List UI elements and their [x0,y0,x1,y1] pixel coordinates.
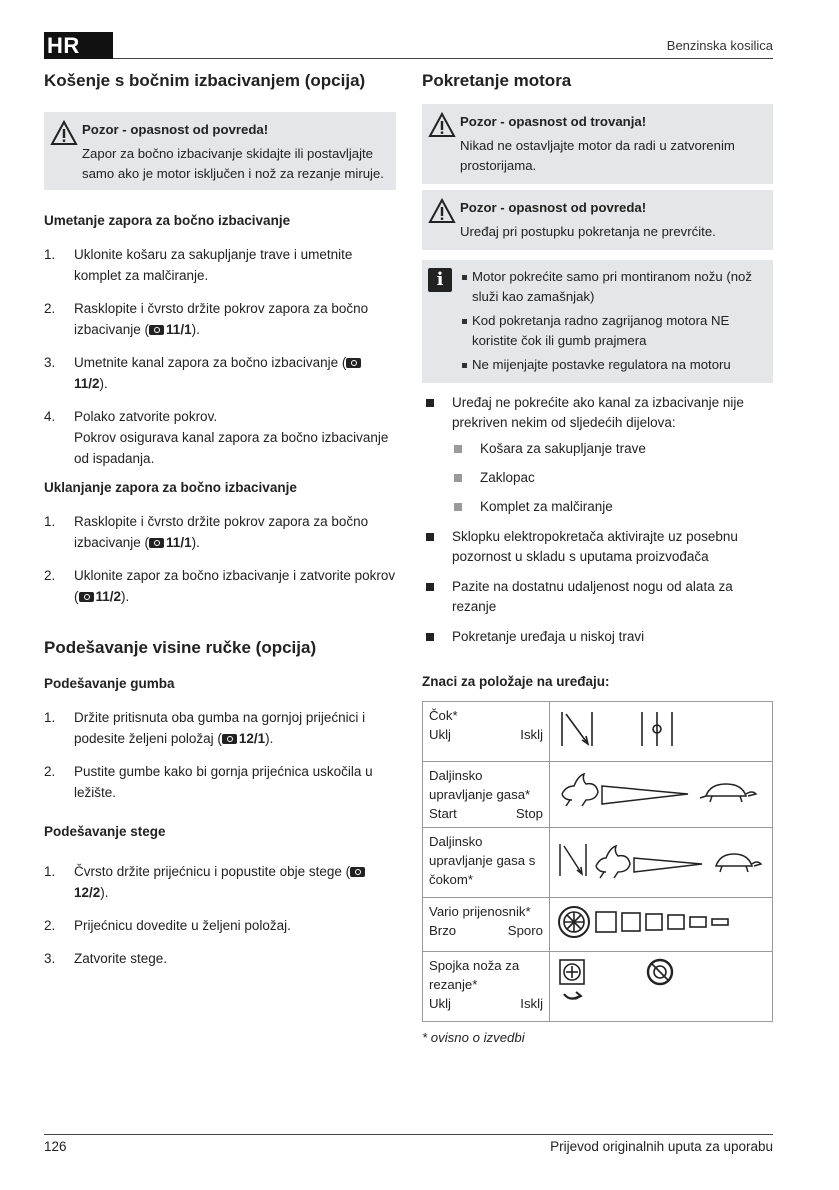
list-item: Zaklopac [452,468,773,488]
list-item: Pokretanje uređaja u niskoj travi [422,627,773,647]
table-row: Spojka noža za rezanje* Uklj Isklj [423,952,773,1022]
footnote: * ovisno o izvedbi [422,1030,525,1045]
list-item: Pazite na dostatnu udaljenost nogu od alata za rezanje [422,577,773,617]
camera-icon [149,325,164,335]
symbols-heading: Znaci za položaje na uređaju: [422,674,610,689]
remove-heading: Uklanjanje zapora za bočno izbacivanje [44,480,297,495]
list-item: 1. Uklonite košaru za sakupljanje trave i umetnite komplet za malčiranje. [44,247,353,283]
figure-ref: 11/1 [166,535,192,550]
camera-icon [79,592,94,602]
camera-icon [149,538,164,548]
list-item: 3. Umetnite kanal zapora za bočno izbacivanje (11/2). [44,352,396,394]
camera-icon [346,358,361,368]
throttle-icon [556,766,766,816]
list-item: 2. Pustite gumbe kako bi gornja prijećnica uskočila u ležište. [44,764,373,800]
warning-icon [428,112,456,138]
list-item: 3. Zatvorite stege. [44,951,168,966]
list-item: Uređaj ne pokrećite ako kanal za izbacivanje nije prekriven nekim od sljedećih dijelova: Košara za sakupljanje trave Zaklopac Komplet za malčiranje [422,393,773,517]
info-box [422,260,773,383]
warning-text: Nikad ne ostavljajte motor da radi u zatvorenim prostorijama. [460,138,735,173]
warning-text: Uređaj pri postupku pokretanja ne prevrćite. [460,224,716,239]
throttle-choke-icon [556,832,766,888]
list-item: 1. Držite pritisnuta oba gumba na gornjoj prijećnici i podesite željeni položaj ( 12/1). [44,710,366,746]
list-item: 1. Čvrsto držite prijećnicu i popustite obje stege (12/2). [44,861,396,903]
injury-warning-box [44,112,396,190]
insert-steps [44,244,396,469]
list-item: 4. Polako zatvorite pokrov. Pokrov osigurava kanal zapora za bočno izbacivanje od ispadanja. [44,409,389,466]
camera-icon [222,734,237,744]
remove-steps [44,511,396,607]
camera-icon [350,867,365,877]
right-column [422,68,773,1045]
clamp-adjust-heading: Podešavanje stege [44,824,166,839]
header-rule [113,58,773,59]
language-badge: HR [44,32,113,59]
warning-title: Pozor - opasnost od povreda! [460,200,647,215]
choke-icon [556,706,766,752]
list-item: 1. Rasklopite i čvrsto držite pokrov zapora za bočno izbacivanje ( 11/1). [44,514,369,550]
warning-title: Pozor - opasnost od trovanja! [460,114,647,129]
warning-icon [50,120,78,146]
list-item: 2. Rasklopite i čvrsto držite pokrov zapora za bočno izbacivanje ( 11/1). [44,301,369,337]
insert-heading: Umetanje zapora za bočno izbacivanje [44,213,291,228]
start-bullets [422,393,773,647]
table-row: Daljinsko upravljanje gasa* Start Stop [423,762,773,828]
list-item: 2. Prijećnicu dovedite u željeni položaj. [44,918,291,933]
page-number: 126 [44,1139,67,1154]
table-row: Daljinsko upravljanje gasa s čokom* [423,828,773,898]
list-item: 2. Uklonite zapor za bočno izbacivanje i zatvorite pokrov ( 11/2). [44,568,396,604]
list-item: Komplet za malčiranje [452,497,773,517]
clamp-steps [44,861,396,969]
list-item: Sklopku elektropokretača aktivirajte uz posebnu pozornost u skladu s uputama proizvođača [422,527,773,567]
list-item: Kod pokretanja radno zagrijanog motora NE koristite čok ili gumb prajmera [462,311,765,351]
figure-ref: 11/1 [166,322,192,337]
injury-warning-box [422,190,773,250]
header-title: Benzinska kosilica [666,38,773,53]
list-item: Motor pokrećite samo pri montiranom nožu (nož služi kao zamašnjak) [462,267,765,307]
symbols-table [422,701,773,1022]
footer-text: Prijevod originalnih uputa za uporabu [550,1139,773,1154]
poisoning-warning-box [422,104,773,184]
figure-ref: 11/2 [95,589,122,604]
list-item: Ne mijenjajte postavke regulatora na motoru [462,355,765,375]
warning-icon [428,198,456,224]
button-adjust-heading: Podešavanje gumba [44,676,175,691]
left-column [44,68,396,981]
blade-clutch-icon [556,956,766,1012]
engine-start-heading: Pokretanje motora [422,71,572,90]
figure-ref: 12/1 [238,731,266,746]
info-icon: i [428,268,452,292]
vario-gear-icon [556,902,766,942]
list-item: Košara za sakupljanje trave [452,439,773,459]
side-discharge-heading: Košenje s bočnim izbacivanjem (opcija) [44,71,366,90]
figure-ref: 11/2 [74,376,100,391]
handle-height-heading: Podešavanje visine ručke (opcija) [44,638,317,657]
button-steps [44,707,396,803]
warning-title: Pozor - opasnost od povreda! [82,122,269,137]
figure-ref: 12/2 [74,885,101,900]
warning-text: Zapor za bočno izbacivanje skidajte ili postavljajte samo ako je motor isključen i nož za rezanje miruje. [82,146,384,181]
footer-rule [44,1134,773,1135]
table-row: Čok* Uklj Isklj [423,702,773,762]
table-row: Vario prijenosnik* Brzo Sporo [423,898,773,952]
